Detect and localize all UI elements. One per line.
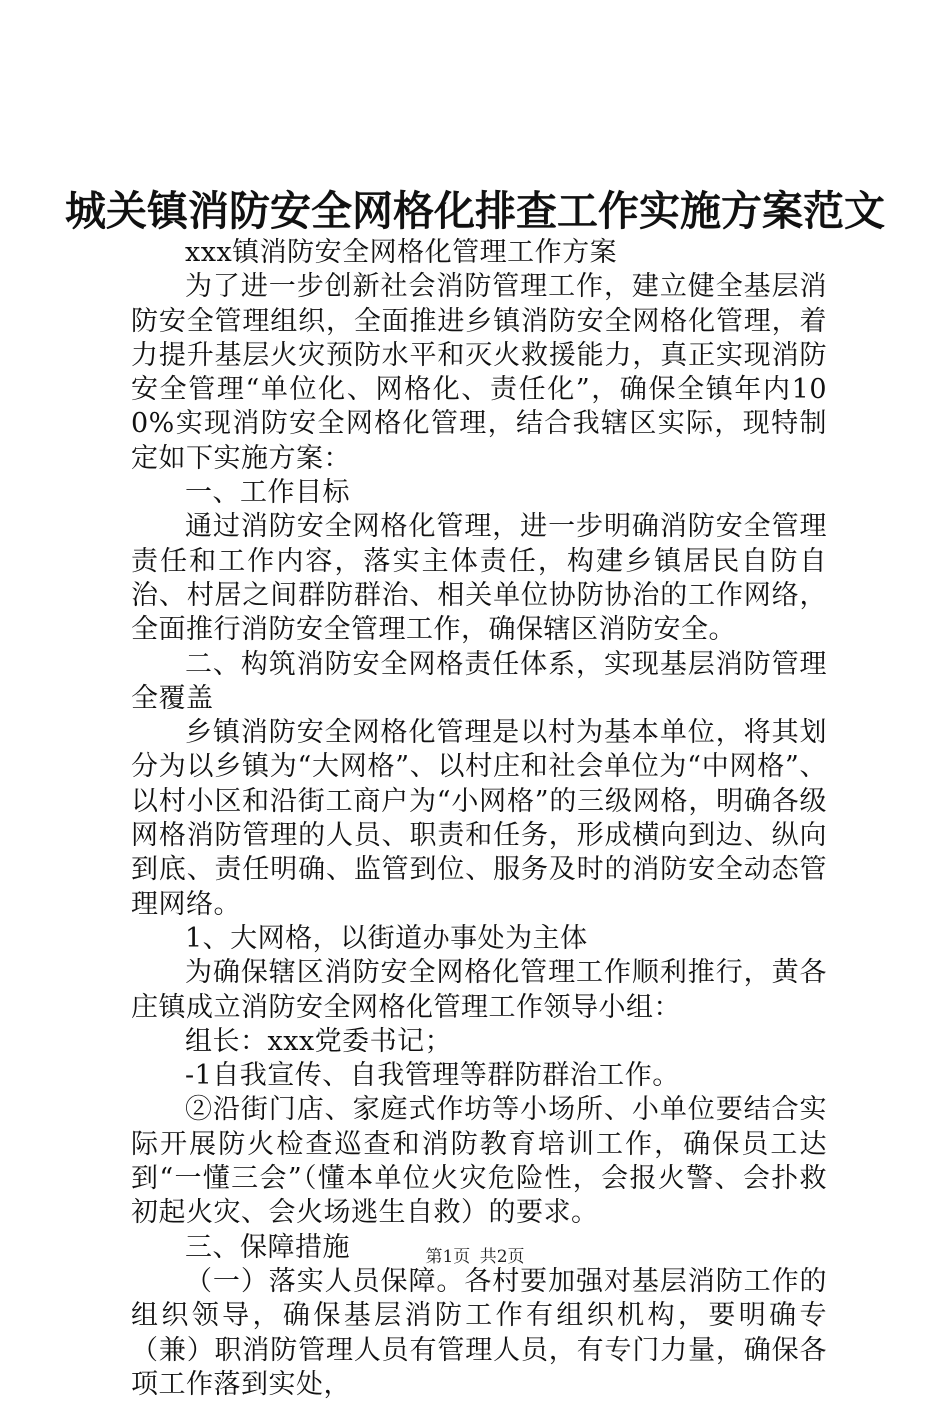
heading-work-goal: 一、工作目标 xyxy=(185,477,350,509)
heading-responsibility-system: 二、构筑消防安全网格责任体系，实现基层消防管理全覆盖 xyxy=(131,648,827,714)
heading-large-grid: 1、大网格，以街道办事处为主体 xyxy=(185,922,588,954)
paragraph-intro: 为了进一步创新社会消防管理工作，建立健全基层消防安全管理组织，全面推进乡镇消防安全网格化管理，着力提升基层火灾预防水平和灭火救援能力，真正实现消防安全管理“单位化、网格化、责任化”，确保全镇年内100%实现消防安全网格化管理，结合我辖区实际，现特制定如下实施方案： xyxy=(131,271,827,474)
paragraph-leading-group: 为确保辖区消防安全网格化管理工作顺利推行，黄各庄镇成立消防安全网格化管理工作领导小组： xyxy=(131,957,827,1023)
paragraph-personnel-guarantee: （一）落实人员保障。各村要加强对基层消防工作的组织领导，确保基层消防工作有组织机构，要明确专（兼）职消防管理人员有管理人员，有专门力量，确保各项工作落到实处， xyxy=(131,1265,827,1400)
paragraph-work-goal: 通过消防安全网格化管理，进一步明确消防安全管理责任和工作内容，落实主体责任，构建乡镇居民自防自治、村居之间群防群治、相关单位协防协治的工作网络，全面推行消防安全管理工作，确保辖区消防安全。 xyxy=(131,511,827,646)
heading-safeguards: 三、保障措施 xyxy=(185,1231,350,1263)
paragraph-subtitle: xxx镇消防安全网格化管理工作方案 xyxy=(185,237,618,268)
document-title: 城关镇消防安全网格化排查工作实施方案范文 xyxy=(65,187,885,235)
paragraph-group-leader: 组长：xxx党委书记； xyxy=(185,1025,453,1057)
document-body xyxy=(131,236,827,1402)
page-number: 第1页 xyxy=(425,1247,471,1267)
paragraph-grid-levels: 乡镇消防安全网格化管理是以村为基本单位，将其划分为以乡镇为“大网格”、以村庄和社会单位为“中网格”、以村小区和沿街工商户为“小网格”的三级网格，明确各级网格消防管理的人员、职责和任务，形成横向到边、纵向到底、责任明确、监管到位、服务及时的消防安全动态管理网络。 xyxy=(131,717,827,920)
page-footer xyxy=(0,1245,950,1269)
page-total: 共2页 xyxy=(479,1247,525,1267)
paragraph-small-units: ②沿街门店、家庭式作坊等小场所、小单位要结合实际开展防火检查巡查和消防教育培训工作，确保员工达到“一懂三会”（懂本单位火灾危险性，会报火警、会扑救初起火灾、会火场逃生自救）的要求。 xyxy=(131,1094,827,1229)
paragraph-self-management: -1自我宣传、自我管理等群防群治工作。 xyxy=(185,1060,680,1092)
